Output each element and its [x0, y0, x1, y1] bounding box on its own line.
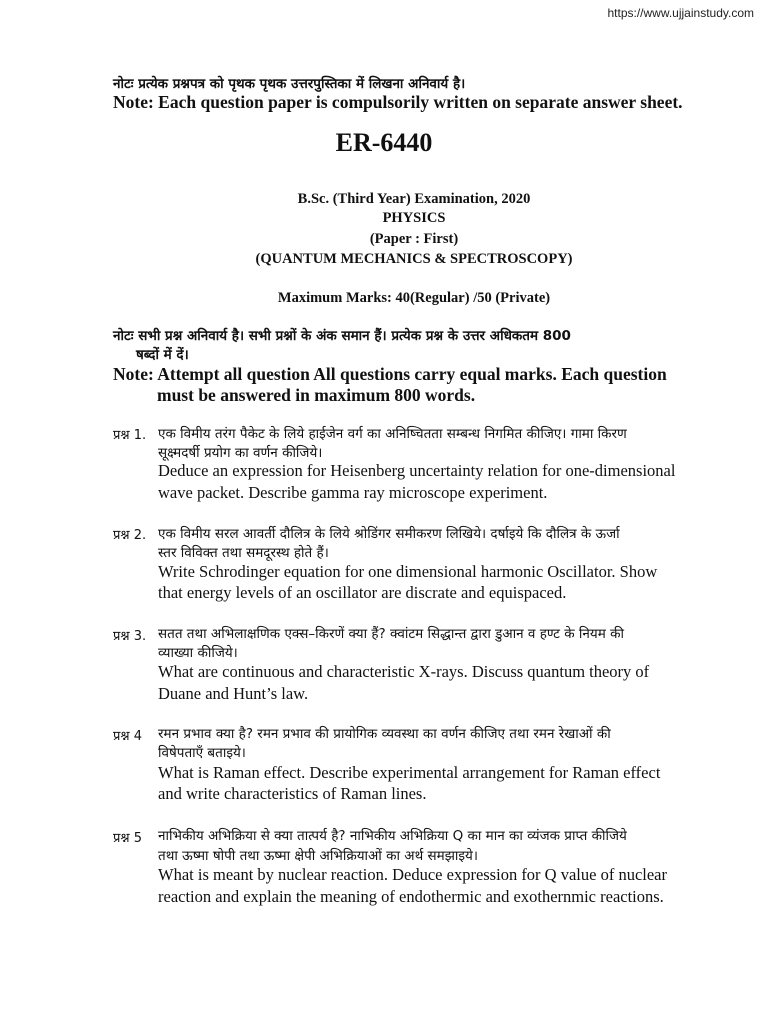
english-note-top: Note: Each question paper is compulsorily written on separate answer sheet.: [113, 92, 683, 112]
english-instruction-line1: Note: Attempt all question All questions carry equal marks. Each question: [113, 364, 667, 384]
subject: PHYSICS: [382, 210, 446, 226]
exam-name: B.Sc. (Third Year) Examination, 2020: [297, 191, 531, 207]
question-english-line: Write Schrodinger equation for one dimensional harmonic Oscillator. Show: [158, 562, 658, 581]
paper-number: (Paper : First): [369, 231, 459, 247]
question-english-line: Deduce an expression for Heisenberg uncertainty relation for one-dimensional: [158, 461, 676, 480]
question-hindi-line: रमन प्रभाव क्या है? रमन प्रभाव की प्रायोगिक व्यवस्था का वर्णन कीजिए तथा रमन रेखाओं की: [158, 726, 611, 742]
question-english-line: wave packet. Describe gamma ray microscope experiment.: [158, 483, 548, 502]
question-number: प्रश्न 1.: [113, 428, 147, 443]
question-english-line: that energy levels of an oscillator are discrate and equispaced.: [158, 583, 567, 602]
question-hindi-line: तथा ऊष्मा षोपी तथा ऊष्मा क्षेपी अभिक्रियाओं का अर्थ समझाइये।: [158, 848, 479, 864]
question-number: प्रश्न 4: [113, 729, 142, 744]
question-english-line: What is meant by nuclear reaction. Deduce expression for Q value of nuclear: [158, 865, 667, 884]
hindi-instruction-line1: नोटः सभी प्रश्न अनिवार्य है। सभी प्रश्नों के अंक समान हैं। प्रत्येक प्रश्न के उत्तर अधिकतम 800: [113, 328, 571, 344]
english-instruction-line2: must be answered in maximum 800 words.: [157, 385, 476, 405]
source-url: https://www.ujjainstudy.com: [607, 6, 754, 20]
maximum-marks: Maximum Marks: 40(Regular) /50 (Private): [277, 290, 551, 306]
question-number: प्रश्न 2.: [113, 528, 147, 543]
question-english-line: and write characteristics of Raman lines.: [158, 784, 427, 803]
question-hindi-line: विषेपताएँ बताइये।: [158, 745, 246, 761]
hindi-note-top: नोटः प्रत्येक प्रश्नपत्र को पृथक पृथक उत्तरपुस्तिका में लिखना अनिवार्य है।: [113, 76, 466, 92]
hindi-instruction-line2: षब्दों में दें।: [136, 347, 189, 363]
question-hindi-line: सतत तथा अभिलाक्षणिक एक्स–किरणें क्या हैं? क्वांटम सिद्धान्त द्वारा डुआन व हण्ट के नियम की: [158, 626, 624, 642]
question-hindi-line: सूक्ष्मदर्षी प्रयोग का वर्णन कीजिये।: [158, 445, 323, 461]
question-english-line: reaction and explain the meaning of endothermic and exothernmic reactions.: [158, 887, 664, 906]
question-hindi-line: एक विमीय सरल आवर्ती दौलित्र के लिये श्रोडिंगर समीकरण लिखिये। दर्षाइये कि दौलित्र के ऊर्जा: [158, 526, 620, 542]
question-english-line: What is Raman effect. Describe experimental arrangement for Raman effect: [158, 763, 661, 782]
question-hindi-line: नाभिकीय अभिक्रिया से क्या तात्पर्य है? नाभिकीय अभिक्रिया Q का मान का व्यंजक प्राप्त कीजिये: [158, 828, 627, 844]
paper-title: (QUANTUM MECHANICS & SPECTROSCOPY): [255, 251, 573, 267]
question-english-line: What are continuous and characteristic X-rays. Discuss quantum theory of: [158, 662, 650, 681]
question-hindi-line: व्याख्या कीजिये।: [158, 645, 238, 661]
question-english-line: Duane and Hunt’s law.: [158, 684, 309, 703]
question-hindi-line: एक विमीय तरंग पैकेट के लिये हाईजेन वर्ग का अनिष्चितता सम्बन्ध निगमित कीजिए। गामा किरण: [158, 426, 627, 442]
question-hindi-line: स्तर विविक्त तथा समदूरस्थ होते हैं।: [158, 545, 329, 561]
paper-code: ER-6440: [335, 128, 433, 157]
question-number: प्रश्न 3.: [113, 629, 147, 644]
question-number: प्रश्न 5: [113, 831, 142, 846]
